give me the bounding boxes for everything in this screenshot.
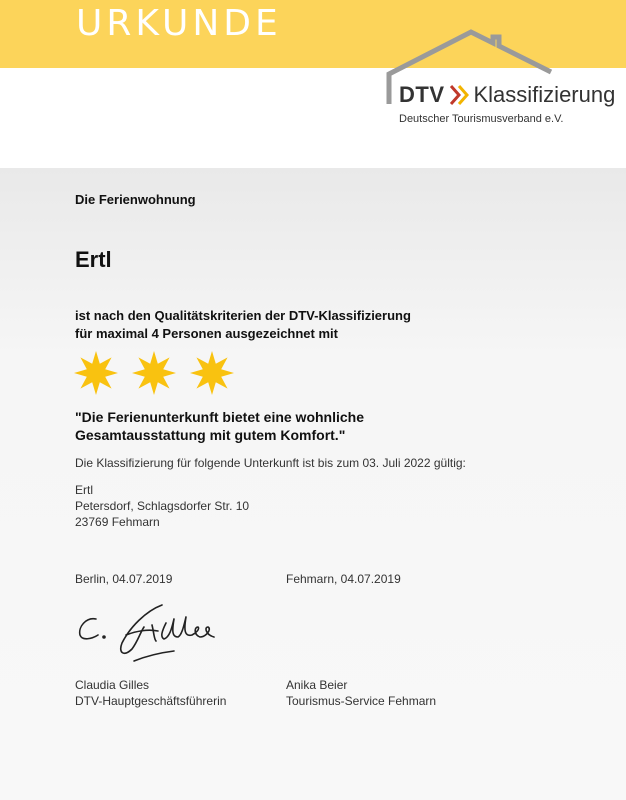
signer-name: Claudia Gilles <box>75 678 150 692</box>
criteria-text <box>75 307 411 343</box>
left-signer <box>75 677 226 709</box>
address-line: Petersdorf, Schlagsdorfer Str. 10 <box>75 499 250 513</box>
double-chevron-icon <box>449 84 471 106</box>
address-line: 23769 Fehmarn <box>75 515 160 529</box>
star-icon <box>132 351 176 395</box>
star-rating <box>74 351 234 395</box>
signer-role: Tourismus-Service Fehmarn <box>286 694 437 708</box>
accommodation-type: Die Ferienwohnung <box>75 192 196 207</box>
logo-dtv-text: DTV <box>399 82 445 107</box>
star-icon <box>190 351 234 395</box>
quote-line: "Die Ferienunterkunft bietet eine wohnliche <box>75 409 365 425</box>
address-line: Ertl <box>75 483 93 497</box>
criteria-line: ist nach den Qualitätskriterien der DTV-Klassifizierung <box>75 308 411 323</box>
logo-subtitle: Deutscher Tourismusverband e.V. <box>399 113 564 125</box>
right-signer <box>286 677 436 709</box>
right-place-date: Fehmarn, 04.07.2019 <box>286 572 401 586</box>
dtv-logo <box>399 82 615 108</box>
left-place-date: Berlin, 04.07.2019 <box>75 572 173 586</box>
signer-name: Anika Beier <box>286 678 348 692</box>
handwritten-signature <box>74 597 224 669</box>
validity-text: Die Klassifizierung für folgende Unterkunft ist bis zum 03. Juli 2022 gültig: <box>75 456 466 470</box>
rating-quote <box>75 408 364 444</box>
property-name: Ertl <box>75 247 112 272</box>
property-address <box>75 482 249 530</box>
signer-role: DTV-Hauptgeschäftsführerin <box>75 694 227 708</box>
logo-klassifizierung-text: Klassifizierung <box>473 82 616 107</box>
quote-line: Gesamtausstattung mit gutem Komfort." <box>75 427 346 443</box>
criteria-line: für maximal 4 Personen ausgezeichnet mit <box>75 326 338 341</box>
star-icon <box>74 351 118 395</box>
page-title: URKUNDE <box>76 3 282 44</box>
